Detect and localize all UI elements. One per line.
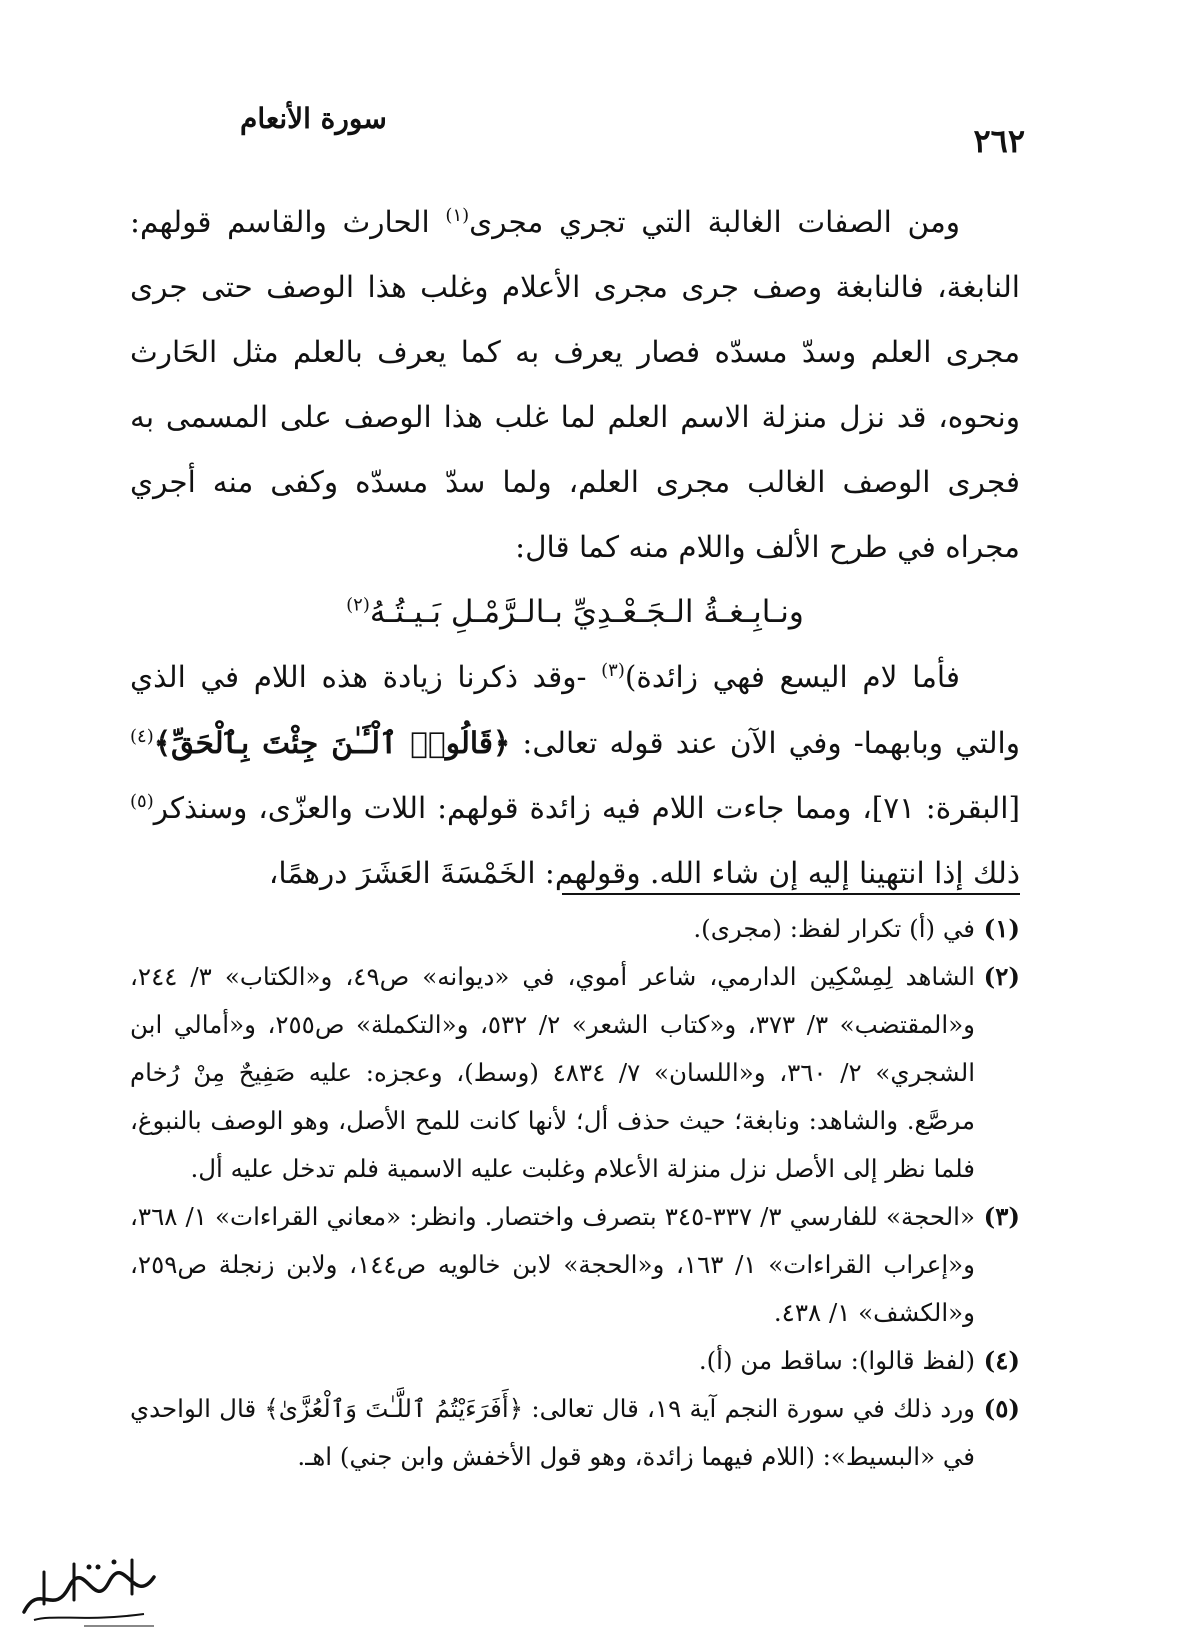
paragraph-1-part-a: ومن الصفات الغالبة التي تجري مجرى [469,205,960,239]
paragraph-1-part-b: الحارث والقاسم قولهم: النابغة، فالنابغة وصف جرى مجرى الأعلام وغلب هذا الوصف حتى جرى مجرى العلم وسدّ مسدّه فصار يعرف به كما يعرف بالعلم مثل الحَارث ونحوه، قد نزل منزلة الاسم العلم لما غلب هذا الوصف على المسمى به فجرى الوصف الغالب مجرى العلم، ولما سدّ مسدّه وكفى منه أجري مجراه في طرح الألف واللام منه كما قال: [130,205,1020,564]
footnote-ref-3: (٣) [601,660,625,682]
paragraph-2-part-c: [البقرة: ٧١]، ومما جاءت اللام فيه زائدة قولهم: اللات والعزّى، وسنذكر [153,791,1020,825]
paragraph-2-part-b: -وقد ذكرنا زيادة هذه اللام في الذي والتي وبابهما- وفي الآن عند قوله تعالى: [130,660,1020,760]
footnote-ref-4: (٤) [130,726,154,748]
footnote-4 [130,1337,1020,1385]
footnote-number: (٤) [983,1346,1020,1375]
footnote-2 [130,953,1020,1193]
footnote-text: في (أ) تكرار لفظ: (مجرى). [693,914,975,943]
paragraph-2 [130,645,1020,906]
page-number: ٢٦٢ [973,122,1025,160]
paragraph-2-part-a: فأما لام اليسع فهي زائدة) [624,660,960,694]
footnote-text: (لفظ قالوا): ساقط من (أ). [698,1346,975,1375]
footnote-ref-5: (٥) [130,791,154,813]
paragraph-2-part-d: ذلك إذا انتهينا إليه إن شاء الله. وقولهم: الخَمْسَةَ العَشَرَ درهمًا، [268,856,1020,890]
footnotes [130,905,1020,1481]
footnote-number: (١) [983,914,1020,943]
footnote-separator [562,893,1020,895]
footnote-1 [130,905,1020,953]
surah-title: سورة الأنعام [240,102,387,135]
footnote-text: «الحجة» للفارسي ٣/ ٣٣٧-٣٤٥ بتصرف واختصار. وانظر: «معاني القراءات» ١/ ٣٦٨، و«إعراب القراءات» ١/ ١٦٣، و«الحجة» لابن خالويه ص١٤٤، ولابن زنجلة ص٢٥٩، و«الكشف» ١/ ٤٣٨. [130,1202,975,1327]
footnote-text: الشاهد لِمِسْكِين الدارمي، شاعر أموي، في «ديوانه» ص٤٩، و«الكتاب» ٣/ ٢٤٤، و«المقتضب» ٣/ ٣٧٣، و«كتاب الشعر» ٢/ ٥٣٢، و«التكملة» ص٢٥٥، و«أمالي ابن الشجري» ٢/ ٣٦٠، و«اللسان» ٧/ ٤٨٣٤ (وسط)، وعجزه: عليه صَفِيحٌ مِنْ رُخام مرصَّع. والشاهد: ونابغة؛ حيث حذف أل؛ لأنها كانت للمح الأصل، وهو الوصف بالنبوغ، فلما نظر إلى الأصل نزل منزلة الأعلام وغلبت عليه الاسمية فلم تدخل عليه أل. [130,962,976,1183]
publisher-logo [14,1542,164,1632]
poetry-verse [130,580,1020,645]
page-header [150,100,1025,160]
footnote-number: (٥) [983,1394,1020,1423]
main-text [130,190,1020,906]
footnote-number: (٢) [983,962,1020,991]
footnote-text: ورد ذلك في سورة النجم آية ١٩، قال تعالى: ﴿أَفَرَءَيْتُمُ ٱللَّـٰتَ وَٱلْعُزَّىٰ﴾ قال الواحدي في «البسيط»: (اللام فيهما زائدة، وهو قول الأخفش وابن جني) اهـ. [130,1394,975,1471]
footnote-3 [130,1193,1020,1337]
footnote-ref-1: (١) [445,205,470,227]
footnote-number: (٣) [983,1202,1020,1231]
paragraph-1 [130,190,1020,580]
verse-text: ونـابِـغـةُ الـجَـعْـدِيِّ بـالـرَّمْـلِ بَـيـتُـهُ [369,594,804,630]
footnote-5 [130,1385,1020,1481]
footnote-ref-2: (٢) [346,594,370,616]
quran-quote: ﴿قَالُوا۟ ٱلْـَٔـٰنَ جِئْتَ بِٱلْحَقِّ﴾ [153,725,511,760]
